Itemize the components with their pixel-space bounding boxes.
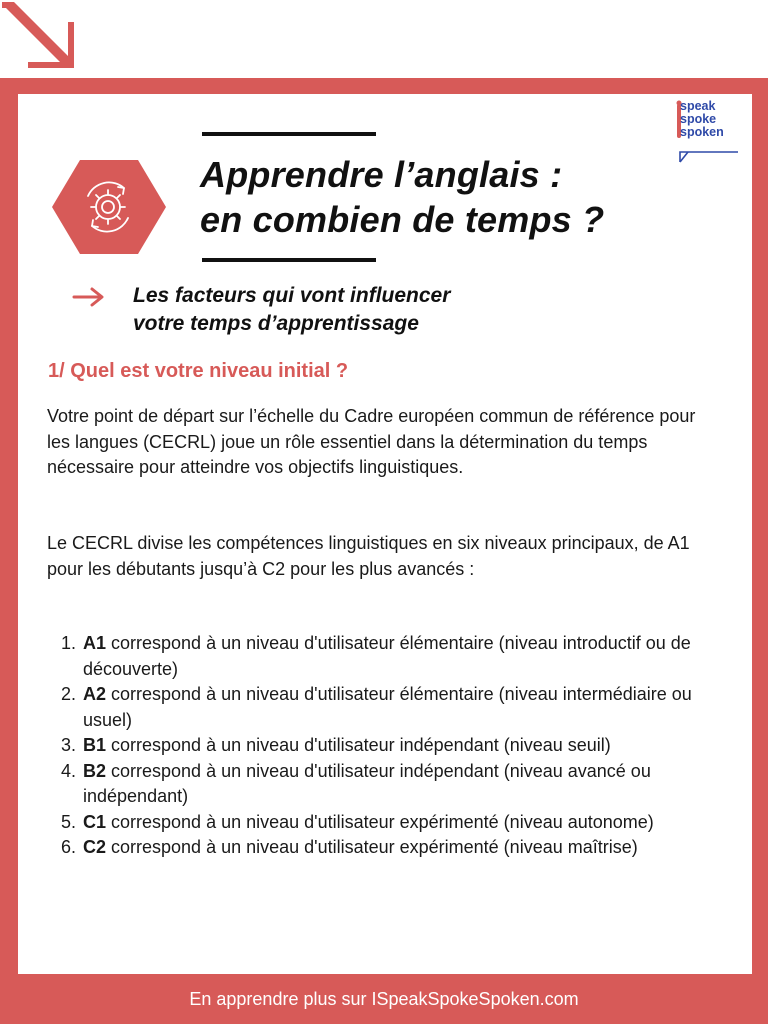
gear-cycle-icon — [50, 156, 168, 258]
level-description: correspond à un niveau d'utilisateur expérimenté (niveau maîtrise) — [106, 837, 638, 857]
level-description: correspond à un niveau d'utilisateur expérimenté (niveau autonome) — [106, 811, 654, 832]
level-description: correspond à un niveau d'utilisateur indépendant (niveau seuil) — [106, 735, 611, 755]
subtitle-line-1: Les facteurs qui vont influencer — [133, 284, 451, 307]
level-code: A2 — [83, 684, 107, 704]
levels-list — [47, 631, 707, 861]
arrow-right-icon — [72, 286, 106, 308]
section-heading: 1/ Quel est votre niveau initial ? — [48, 360, 349, 382]
list-item — [47, 759, 707, 810]
title-rule-bottom — [202, 258, 376, 262]
corner-arrow-icon — [0, 0, 76, 70]
level-description: correspond à un niveau d'utilisateur indépendant (niveau avancé ou indépendant) — [83, 760, 651, 806]
title-line-1: Apprendre l’anglais : — [200, 154, 563, 195]
logo-line-spoken: spoken — [680, 125, 724, 139]
list-item — [47, 631, 707, 682]
list-number: 2. — [61, 684, 77, 704]
footer-link[interactable]: En apprendre plus sur ISpeakSpokeSpoken.com — [189, 989, 579, 1009]
list-item — [47, 733, 707, 759]
subtitle — [133, 282, 693, 338]
list-number: 1. — [61, 633, 77, 653]
page-title — [200, 152, 720, 242]
logo-wordmark — [680, 100, 750, 139]
list-number: 5. — [61, 811, 77, 832]
level-code: B2 — [83, 760, 107, 781]
list-number: 4. — [61, 760, 77, 781]
subtitle-line-2: votre temps d’apprentissage — [133, 312, 419, 335]
title-rule-top — [202, 132, 376, 136]
level-code: C1 — [83, 811, 107, 832]
list-number: 6. — [61, 837, 77, 857]
level-code: A1 — [83, 633, 107, 653]
list-number: 3. — [61, 735, 77, 755]
logo-line-spoke: spoke — [680, 112, 717, 126]
intro-paragraph: Votre point de départ sur l’échelle du Cadre européen commun de référence pour les langues (CECRL) joue un rôle essentiel dans la détermination du temps nécessaire pour atteindre vos objectifs linguistiques. — [47, 406, 696, 477]
logo-line-speak: speak — [680, 99, 716, 113]
level-code: C2 — [83, 837, 107, 857]
list-item — [47, 682, 707, 733]
level-code: B1 — [83, 735, 107, 755]
title-line-2: en combien de temps ? — [200, 199, 605, 240]
level-description: correspond à un niveau d'utilisateur élémentaire (niveau introductif ou de découverte) — [83, 633, 691, 679]
level-description: correspond à un niveau d'utilisateur élémentaire (niveau intermédiaire ou usuel) — [83, 684, 692, 730]
list-item — [47, 835, 707, 861]
cecrl-paragraph: Le CECRL divise les compétences linguistiques en six niveaux principaux, de A1 pour les débutants jusqu’à C2 pour les plus avancés : — [47, 533, 690, 579]
list-item — [47, 810, 707, 836]
